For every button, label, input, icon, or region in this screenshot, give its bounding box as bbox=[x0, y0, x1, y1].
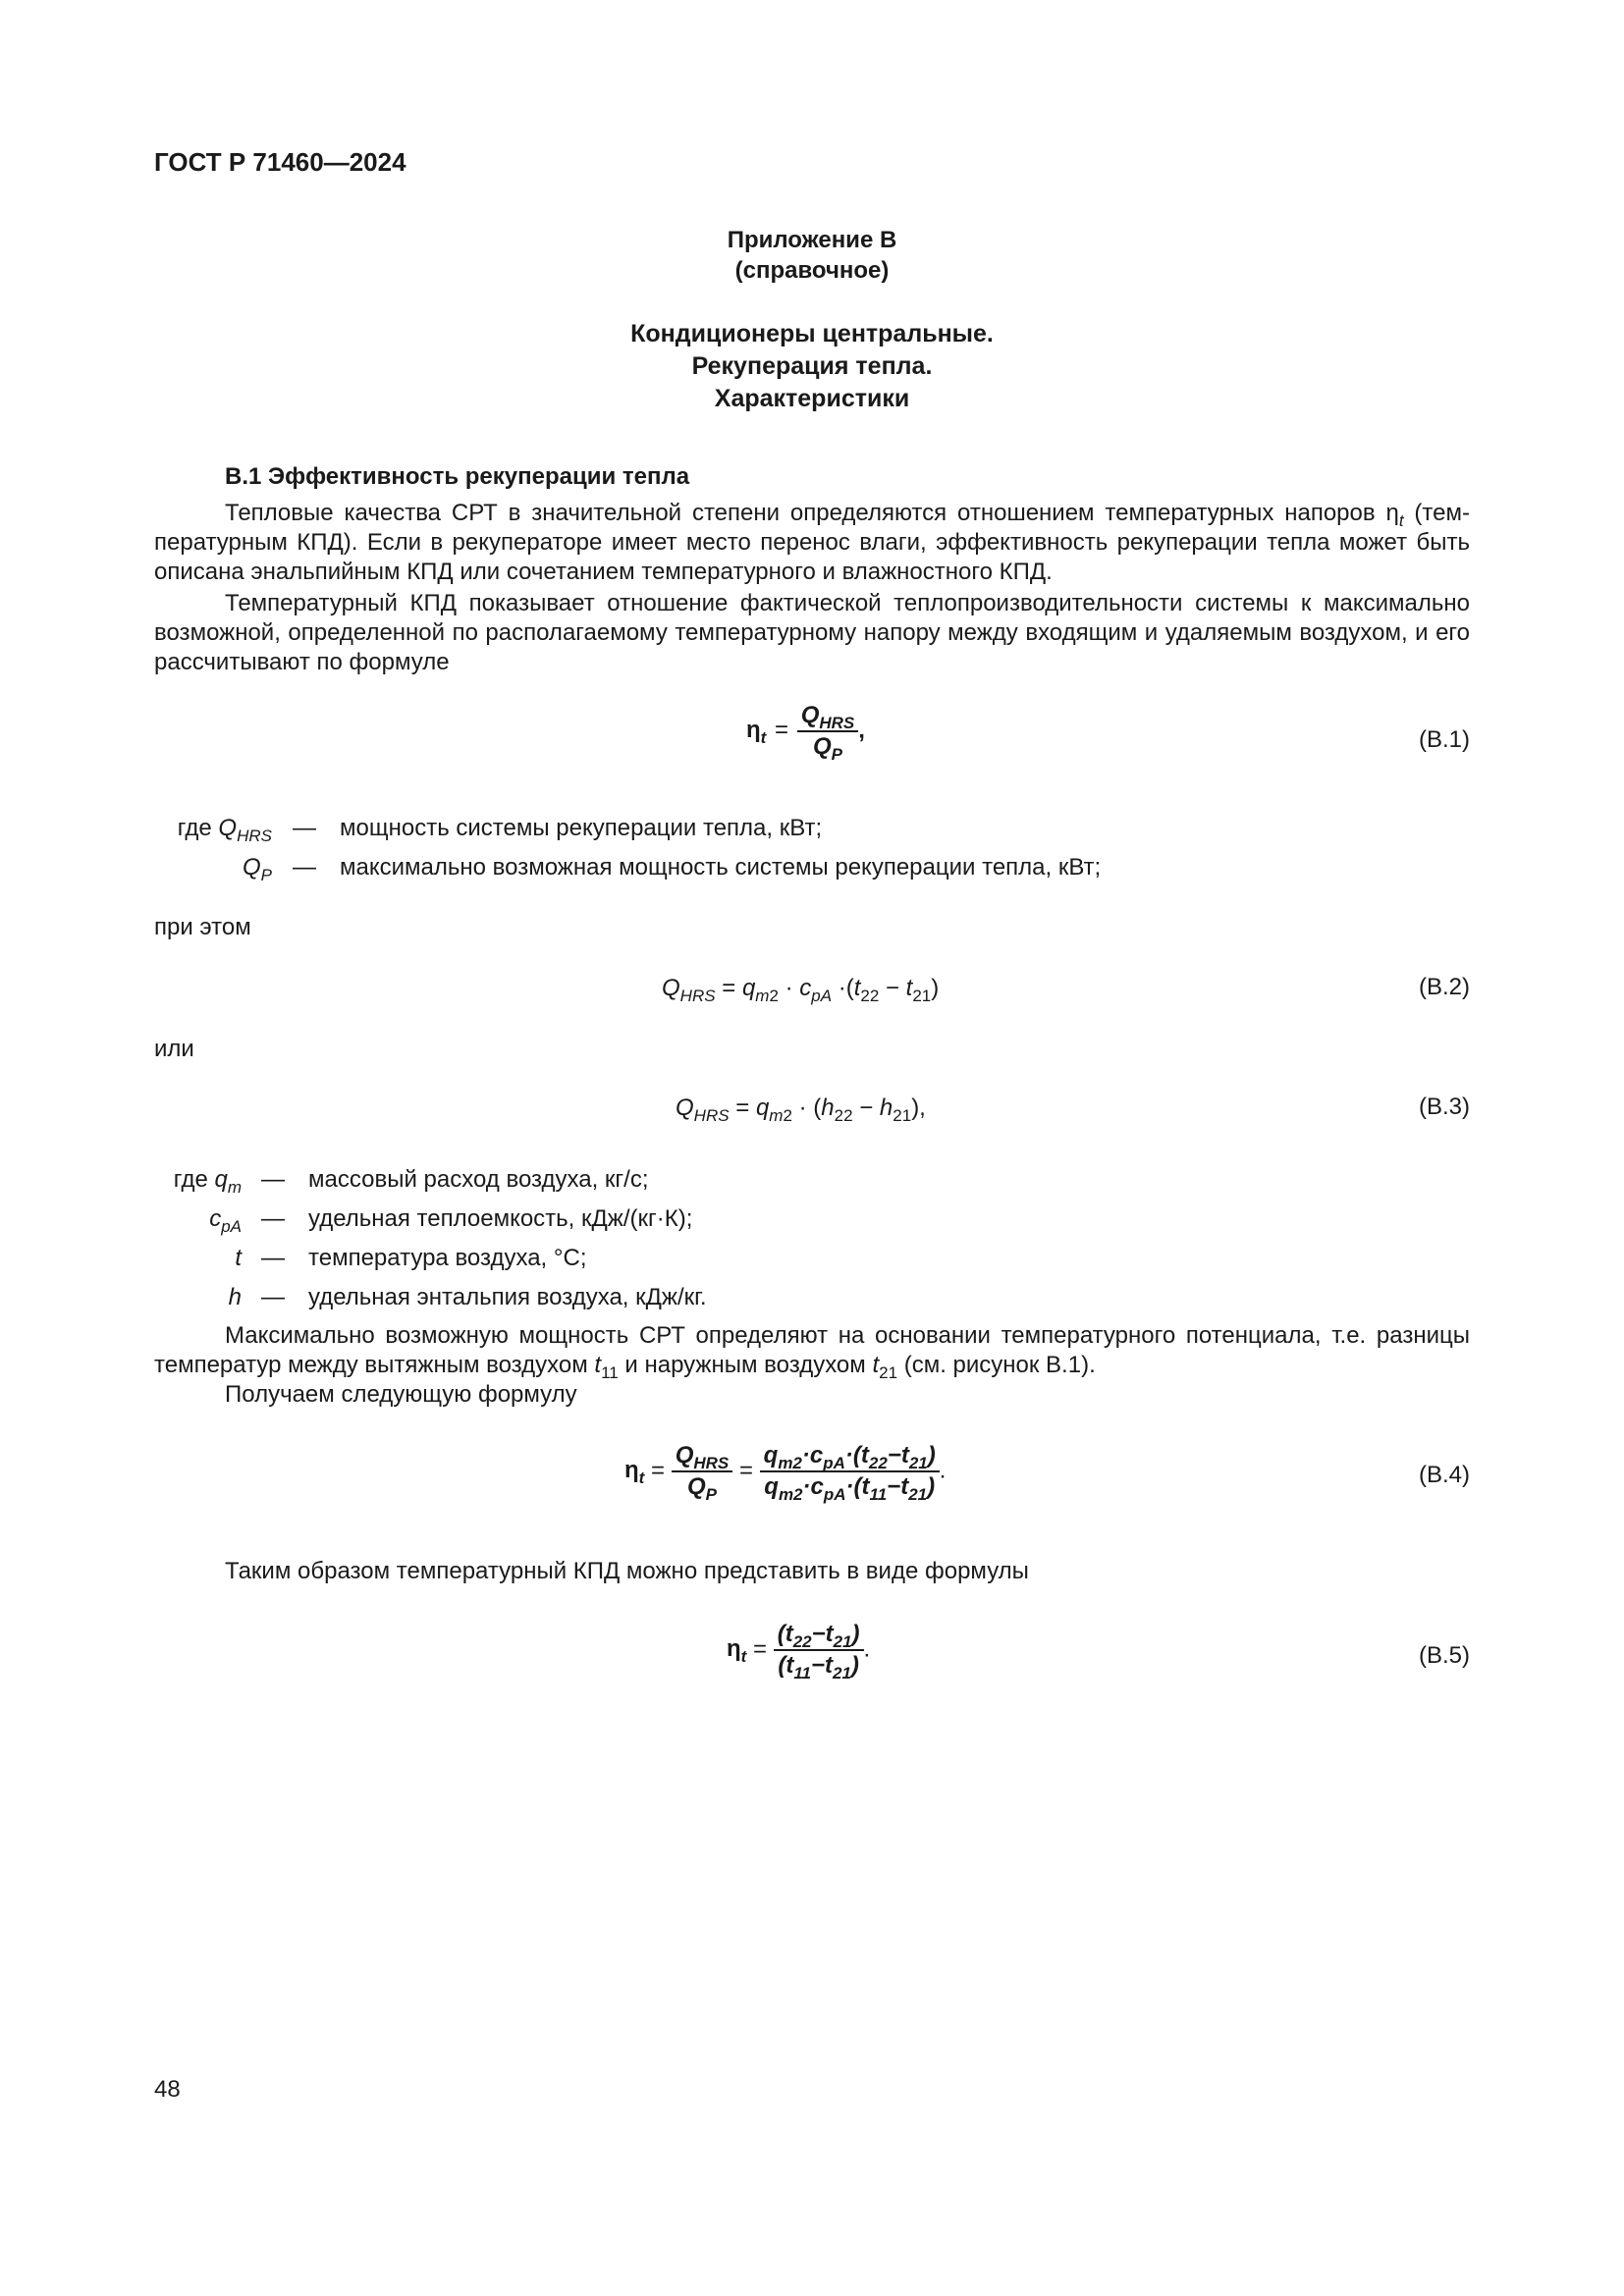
where1-desc-2: максимально возможная мощность системы рекуперации тепла, кВт; bbox=[340, 854, 1102, 881]
where2-dash-4: — bbox=[261, 1284, 285, 1310]
appendix-heading-line-1: Кондиционеры центральные. bbox=[630, 320, 994, 347]
equation-b1: $\eta_t$ = $\frac{Q_{HRS}}{Q_P}$ , bbox=[746, 702, 865, 764]
where2-dash-3: — bbox=[261, 1245, 285, 1271]
page-number: 48 bbox=[154, 2076, 181, 2103]
section-heading: В.1 Эффективность рекуперации тепла bbox=[225, 463, 690, 490]
equation-b5-number: (В.5) bbox=[1418, 1642, 1470, 1669]
paragraph-5: Таким образом температурный КПД можно представить в виде формулы bbox=[225, 1558, 1029, 1584]
equation-b4: $\eta_t$ = $\frac{Q_{HRS}}{Q_P}$ = $\frac{q_{m2}\cdot c_{pA}\cdot(t_{22}-t_{21})}{q_{m2}\cdot c_{pA}\cdot(t_{11}-t_{21})}$ . bbox=[624, 1442, 947, 1504]
appendix-heading-line-3: Характеристики bbox=[714, 385, 910, 412]
appendix-title: Приложение В bbox=[727, 227, 897, 253]
where2-desc-4: удельная энтальпия воздуха, кДж/кг. bbox=[308, 1284, 707, 1310]
where1-dash-1: — bbox=[293, 815, 316, 841]
where1-desc-1: мощность системы рекуперации тепла, кВт; bbox=[340, 815, 823, 841]
paragraph-1: Тепловые качества СРТ в значительной степени определяются отношением температурных напоров $\eta_t$ (температурным КПД). Если в рекуператоре имеет место перенос влаги, эффективность рекуперации тепла может быть описана энальпийным КПД или сочетанием температурного и влажностного КПД. bbox=[154, 500, 1470, 585]
where2-label-1: где $q_m$ bbox=[173, 1166, 242, 1197]
equation-b3: $Q_{HRS} = q_{m2} \cdot (h_{22} - h_{21})$, bbox=[676, 1095, 926, 1125]
where2-label-2: $c_{pA}$ bbox=[209, 1205, 242, 1236]
appendix-heading-line-2: Рекуперация тепла. bbox=[691, 352, 933, 380]
text-ili: или bbox=[154, 1036, 194, 1062]
equation-b3-number: (В.3) bbox=[1418, 1094, 1470, 1120]
where1-dash-2: — bbox=[293, 854, 316, 881]
where2-dash-2: — bbox=[261, 1205, 285, 1232]
paragraph-2: Температурный КПД показывает отношение фактической теплопроизводительности системы к максимально возможной, определенной по располагаемому температурному напору между входящим и удаляемым воздухом, и его рассчитывают по формуле bbox=[154, 590, 1470, 675]
where2-label-3: t bbox=[235, 1245, 242, 1271]
where2-desc-1: массовый расход воздуха, кг/с; bbox=[308, 1166, 649, 1193]
where1-label-2: $Q_P$ bbox=[242, 854, 272, 884]
where1-label-1: где $Q_{HRS}$ bbox=[177, 815, 272, 845]
equation-b1-number: (В.1) bbox=[1418, 726, 1470, 753]
where2-dash-1: — bbox=[261, 1166, 285, 1193]
equation-b5: $\eta_t$ = $\frac{(t_{22}-t_{21})}{(t_{11}-t_{21})}$ . bbox=[727, 1621, 871, 1682]
equation-b4-number: (В.4) bbox=[1418, 1462, 1470, 1488]
paragraph-4: Получаем следующую формулу bbox=[225, 1381, 577, 1408]
equation-b2-number: (В.2) bbox=[1418, 974, 1470, 1000]
where2-desc-2: удельная теплоемкость, кДж/(кг·К); bbox=[308, 1205, 693, 1232]
appendix-subtitle: (справочное) bbox=[734, 257, 890, 284]
where2-desc-3: температура воздуха, °С; bbox=[308, 1245, 587, 1271]
document-code: ГОСТ Р 71460—2024 bbox=[154, 147, 406, 177]
text-pri-etom: при этом bbox=[154, 914, 251, 940]
equation-b2: $Q_{HRS} = q_{m2} \cdot c_{pA} \cdot(t_{22} - t_{21})$ bbox=[662, 975, 940, 1005]
paragraph-3: Максимально возможную мощность СРТ определяют на основании температурного потенциала, т.е. разницы температур между вытяжным воздухом $t_{11}$ и наружным воздухом $t_{21}$ (см. рисунок В.1). bbox=[154, 1322, 1470, 1382]
where2-label-4: h bbox=[228, 1284, 242, 1310]
